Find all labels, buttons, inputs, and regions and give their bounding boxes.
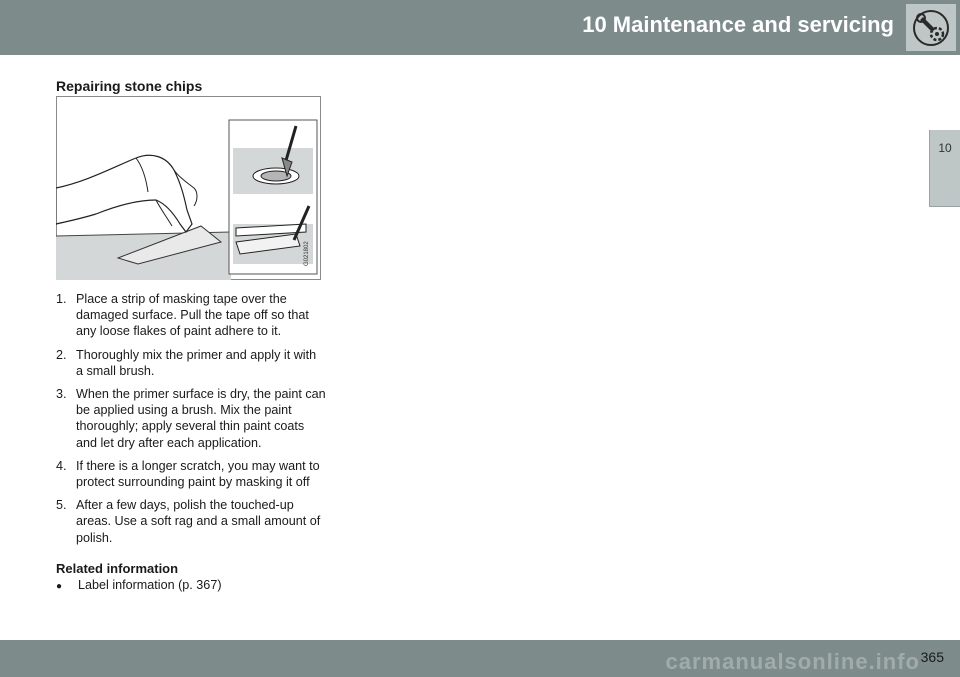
watermark: carmanualsonline.info <box>665 649 920 674</box>
header-icon-box <box>906 4 956 51</box>
list-item <box>56 291 326 340</box>
chapter-side-tab[interactable] <box>929 130 960 207</box>
chapter-title: 10 Maintenance and servicing <box>582 12 894 37</box>
list-item <box>56 347 326 379</box>
related-link-text[interactable]: Label information (p. 367) <box>78 578 222 592</box>
step-number: 4. <box>56 458 67 473</box>
step-text: If there is a longer scratch, you may want to protect surrounding paint by masking it off <box>76 458 320 490</box>
step-text: Place a strip of masking tape over the damaged surface. Pull the tape off so that any loose flakes of paint adhere to it. <box>76 292 309 339</box>
bullet-icon: ● <box>56 581 63 592</box>
page-number: 365 <box>920 649 944 665</box>
list-item <box>56 386 326 451</box>
list-item <box>56 497 326 546</box>
step-number: 2. <box>56 347 67 362</box>
illustration-code: G021802 <box>304 241 310 266</box>
chapter-tab-label: 10 <box>938 141 952 155</box>
page-footer <box>0 640 960 677</box>
step-number: 1. <box>56 292 67 306</box>
list-item <box>56 458 326 490</box>
wrench-gear-icon <box>911 8 951 48</box>
step-number: 3. <box>56 387 67 402</box>
step-text: When the primer surface is dry, the paint can be applied using a brush. Mix the paint thoroughly; apply several thin paint coats and let dry after each application. <box>76 387 326 450</box>
related-information-heading: Related information <box>56 561 179 576</box>
page-header <box>0 0 960 55</box>
related-link[interactable] <box>56 577 222 595</box>
step-text: After a few days, polish the touched-up areas. Use a soft rag and a small amount of polish. <box>76 498 321 545</box>
step-text: Thoroughly mix the primer and apply it with a small brush. <box>76 347 317 378</box>
step-number: 5. <box>56 498 67 513</box>
repair-steps <box>56 291 326 553</box>
section-title: Repairing stone chips <box>56 78 203 94</box>
stone-chip-repair-illustration <box>56 96 321 280</box>
